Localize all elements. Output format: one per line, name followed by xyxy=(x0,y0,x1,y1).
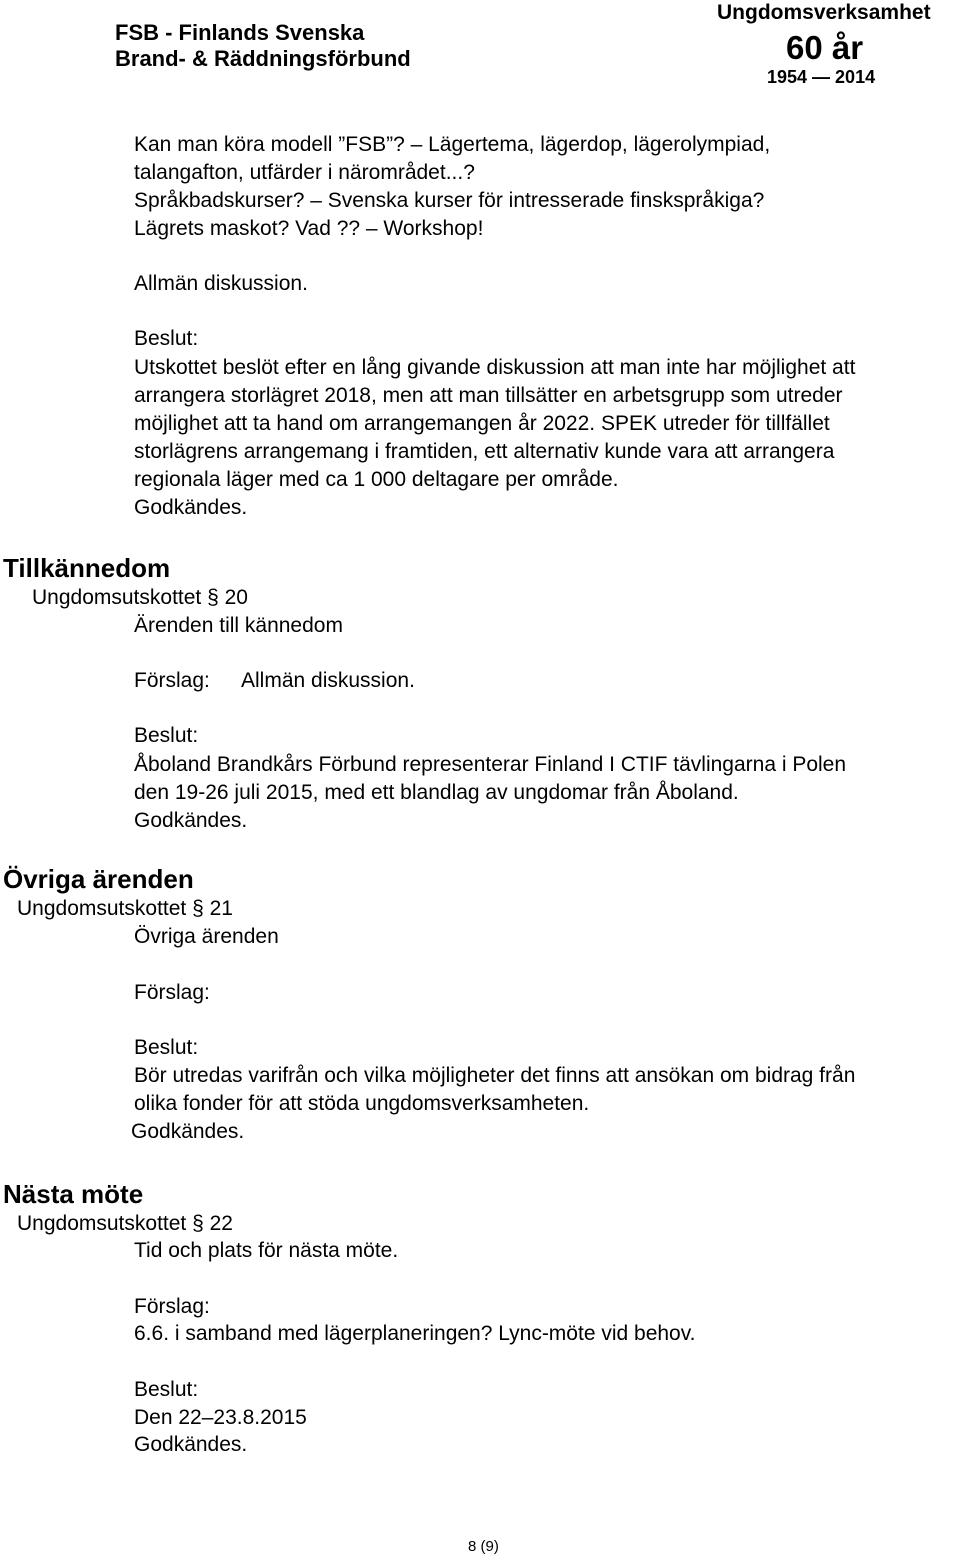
tillkannedom-forslag-label: Förslag: xyxy=(134,669,210,692)
tillkannedom-beslut-line-2: den 19-26 juli 2015, med ett blandlag av ungdomar från Åboland. xyxy=(134,781,739,804)
intro-approved: Godkändes. xyxy=(134,496,248,519)
tillkannedom-beslut-label: Beslut: xyxy=(134,724,199,747)
header-title: Ungdomsverksamhet xyxy=(717,1,931,24)
org-name-line2: Brand- & Räddningsförbund xyxy=(115,46,411,71)
nasta-approved: Godkändes. xyxy=(134,1433,248,1456)
section-heading-ovriga: Övriga ärenden xyxy=(3,864,194,894)
intro-line-4: Lägrets maskot? Vad ?? – Workshop! xyxy=(134,217,484,240)
section-heading-tillkannedom: Tillkännedom xyxy=(3,553,171,583)
ovriga-committee: Ungdomsutskottet § 21 xyxy=(17,897,233,920)
nasta-subject: Tid och plats för nästa möte. xyxy=(134,1239,399,1262)
ovriga-forslag-label: Förslag: xyxy=(134,981,210,1004)
tillkannedom-beslut-line-1: Åboland Brandkårs Förbund representerar Finland I CTIF tävlingarna i Polen xyxy=(134,753,847,776)
intro-beslut-line-2: arrangera storlägret 2018, men att man tillsätter en arbetsgrupp som utreder xyxy=(134,384,843,407)
anniversary-range: 1954 — 2014 xyxy=(767,67,876,87)
nasta-committee: Ungdomsutskottet § 22 xyxy=(17,1212,233,1235)
nasta-forslag-text: 6.6. i samband med lägerplaneringen? Lync-möte vid behov. xyxy=(134,1322,696,1345)
nasta-forslag-label: Förslag: xyxy=(134,1295,210,1318)
section-heading-nasta-mote: Nästa möte xyxy=(3,1179,144,1209)
intro-beslut-line-3: möjlighet att ta hand om arrangemangen år 2022. SPEK utreder för tillfället xyxy=(134,412,830,435)
tillkannedom-committee: Ungdomsutskottet § 20 xyxy=(32,586,248,609)
intro-beslut-line-4: storlägrens arrangemang i framtiden, ett alternativ kunde vara att arrangera xyxy=(134,440,835,463)
intro-discussion: Allmän diskussion. xyxy=(134,272,308,295)
tillkannedom-approved: Godkändes. xyxy=(134,809,248,832)
intro-beslut-label: Beslut: xyxy=(134,327,199,350)
org-name-line1: FSB - Finlands Svenska xyxy=(115,20,365,45)
intro-beslut-line-5: regionala läger med ca 1 000 deltagare per område. xyxy=(134,468,619,491)
nasta-beslut-label: Beslut: xyxy=(134,1378,199,1401)
ovriga-approved: Godkändes. xyxy=(131,1120,245,1143)
ovriga-beslut-line-2: olika fonder för att stöda ungdomsverksamheten. xyxy=(134,1092,590,1115)
anniversary-years: 60 år xyxy=(786,29,864,66)
intro-line-3: Språkbadskurser? – Svenska kurser för intresserade finskspråkiga? xyxy=(134,189,765,212)
intro-line-2: talangafton, utfärder i närområdet...? xyxy=(134,161,475,184)
tillkannedom-subject: Ärenden till kännedom xyxy=(134,614,343,637)
ovriga-beslut-line-1: Bör utredas varifrån och vilka möjligheter det finns att ansökan om bidrag från xyxy=(134,1064,856,1087)
nasta-beslut-text: Den 22–23.8.2015 xyxy=(134,1406,307,1429)
tillkannedom-forslag-text: Allmän diskussion. xyxy=(241,669,415,692)
intro-line-1: Kan man köra modell ”FSB”? – Lägertema, lägerdop, lägerolympiad, xyxy=(134,133,771,156)
intro-beslut-line-1: Utskottet beslöt efter en lång givande diskussion att man inte har möjlighet att xyxy=(134,356,856,379)
page-number: 8 (9) xyxy=(468,1538,499,1555)
ovriga-beslut-label: Beslut: xyxy=(134,1036,199,1059)
ovriga-subject: Övriga ärenden xyxy=(134,925,279,948)
